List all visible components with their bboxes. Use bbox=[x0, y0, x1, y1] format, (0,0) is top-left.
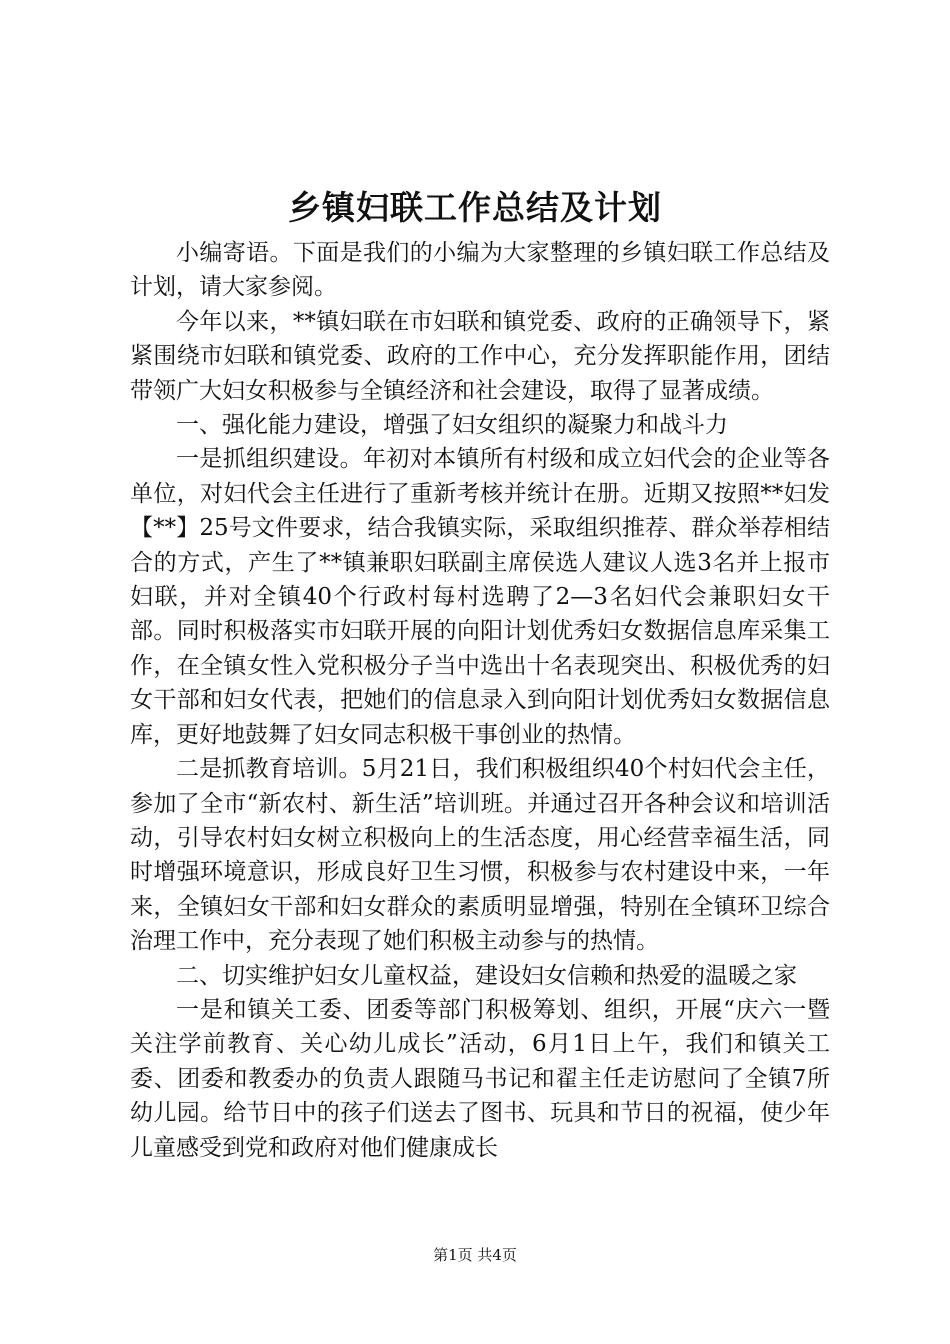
page-number-footer: 第1页 共4页 bbox=[433, 1246, 517, 1264]
paragraph-children-day: 一是和镇关工委、团委等部门积极筹划、组织，开展“庆六一暨关注学前教育、关心幼儿成长”活动，6月1日上午，我们和镇关工委、团委和教委办的负责人跟随马书记和翟主任走访慰问了全镇7所幼儿园。给节日中的孩子们送去了图书、玩具和节日的祝福，使少年儿童感受到党和政府对他们健康成长 bbox=[130, 996, 830, 1161]
section-heading-1: 一、强化能力建设，增强了妇女组织的凝聚力和战斗力 bbox=[176, 412, 728, 439]
document-title: 乡镇妇联工作总结及计划 bbox=[288, 188, 662, 227]
document-body bbox=[130, 236, 830, 1165]
paragraph-intro: 小编寄语。下面是我们的小编为大家整理的乡镇妇联工作总结及计划，请大家参阅。 bbox=[130, 240, 830, 301]
paragraph-training: 二是抓教育培训。5月21日，我们积极组织40个村妇代会主任，参加了全市“新农村、新生活”培训班。并通过召开各种会议和培训活动，引导农村妇女树立积极向上的生活态度，用心经营幸福生活，同时增强环境意识，形成良好卫生习惯，积极参与农村建设中来，一年来，全镇妇女干部和妇女群众的素质明显增强，特别在全镇环卫综合治理工作中，充分表现了她们积极主动参与的热情。 bbox=[130, 756, 830, 955]
section-heading-2: 二、切实维护妇女儿童权益，建设妇女信赖和热爱的温暖之家 bbox=[176, 962, 797, 989]
paragraph-overview: 今年以来，**镇妇联在市妇联和镇党委、政府的正确领导下，紧紧围绕市妇联和镇党委、政府的工作中心，充分发挥职能作用，团结带领广大妇女积极参与全镇经济和社会建设，取得了显著成绩。 bbox=[130, 308, 830, 404]
paragraph-organization: 一是抓组织建设。年初对本镇所有村级和成立妇代会的企业等各单位，对妇代会主任进行了重新考核并统计在册。近期又按照**妇发【**】25号文件要求，结合我镇实际，采取组织推荐、群众举荐相结合的方式，产生了**镇兼职妇联副主席侯选人建议人选3名并上报市妇联，并对全镇40个行政村每村选聘了2—3名妇代会兼职妇女干部。同时积极落实市妇联开展的向阳计划优秀妇女数据信息库采集工作，在全镇女性入党积极分子当中选出十名表现突出、积极优秀的妇女干部和妇女代表，把她们的信息录入到向阳计划优秀妇女数据信息库，更好地鼓舞了妇女同志积极干事创业的热情。 bbox=[130, 446, 830, 748]
